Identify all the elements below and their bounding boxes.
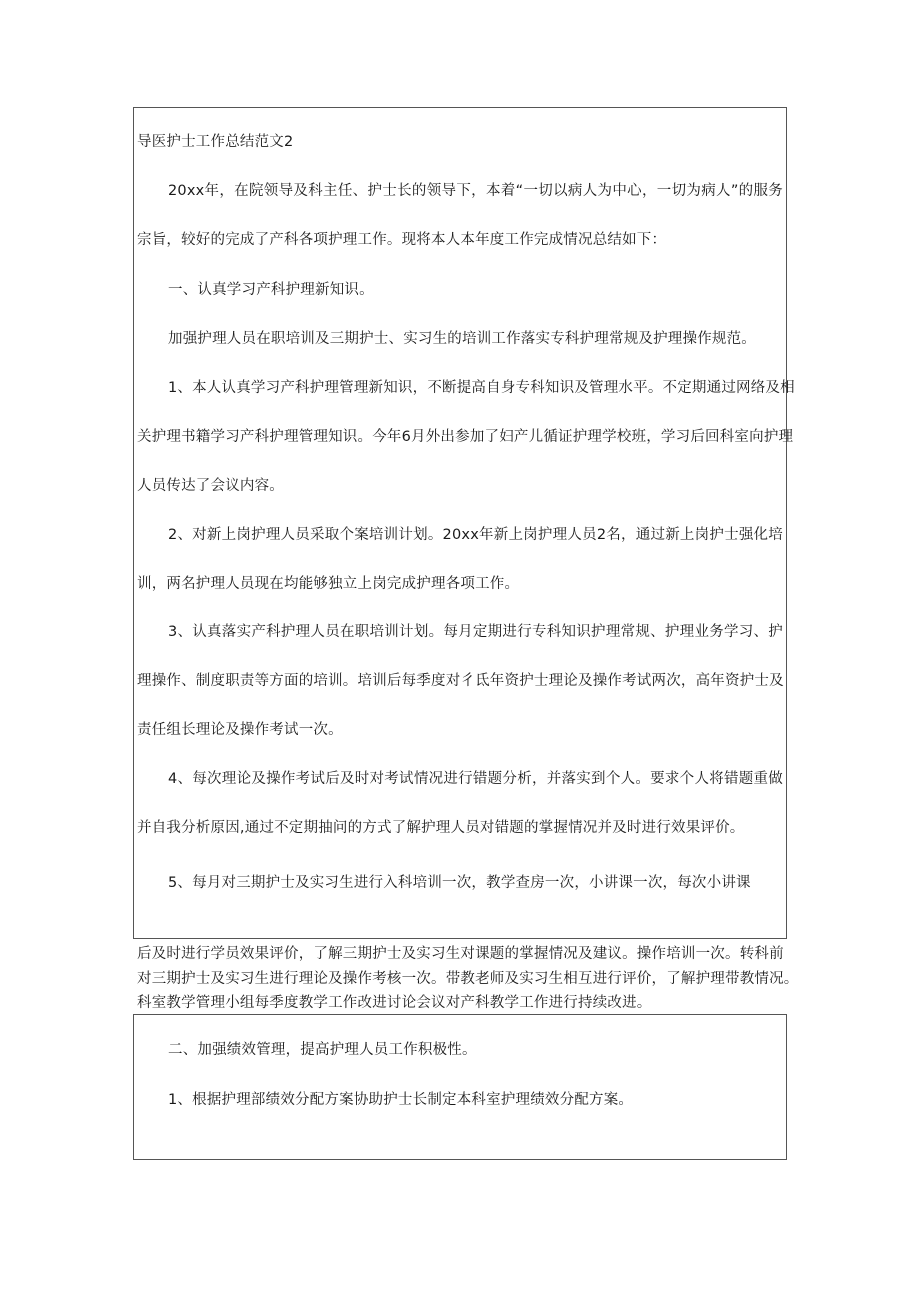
paragraph-line: 宗旨，较好的完成了产科各项护理工作。现将本人本年度工作完成情况总结如下： bbox=[137, 232, 667, 248]
paragraph-line: 3、认真落实产科护理人员在职培训计划。每月定期进行专科知识护理常规、护理业务学习、护 bbox=[168, 624, 783, 640]
paragraph-line: 20xx年，在院领导及科主任、护士长的领导下，本着“一切以病人为中心，一切为病人”的服务 bbox=[168, 183, 783, 199]
section-heading: 二、加强绩效管理，提高护理人员工作积极性。 bbox=[168, 1042, 477, 1058]
overflow-text-line: 科室教学管理小组每季度教学工作改进讨论会议对产科教学工作进行持续改进。 bbox=[137, 995, 652, 1011]
paragraph-line: 理操作、制度职责等方面的培训。培训后每季度对彳氐年资护士理论及操作考试两次，高年资护士及 bbox=[137, 673, 784, 689]
paragraph-line: 责任组长理论及操作考试一次。 bbox=[137, 722, 343, 738]
paragraph-line: 2、对新上岗护理人员采取个案培训计划。20xx年新上岗护理人员2名，通过新上岗护士强化培 bbox=[168, 527, 783, 543]
paragraph-line: 4、每次理论及操作考试后及时对考试情况进行错题分析，并落实到个人。要求个人将错题重做 bbox=[168, 771, 783, 787]
overflow-text-line: 后及时进行学员效果评价，了解三期护士及实习生对课题的掌握情况及建议。操作培训一次。转科前 bbox=[137, 946, 784, 962]
paragraph-line: 关护理书籍学习产科护理管理知识。今年6月外出参加了妇产儿循证护理学校班，学习后回科室向护理 bbox=[137, 429, 794, 445]
paragraph-line: 训，两名护理人员现在均能够独立上岗完成护理各项工作。 bbox=[137, 576, 520, 592]
document-title: 导医护士工作总结范文2 bbox=[137, 134, 294, 150]
paragraph-line: 1、本人认真学习产科护理管理新知识，不断提高自身专科知识及管理水平。不定期通过网络及相 bbox=[168, 380, 795, 396]
paragraph-line: 人员传达了会议内容。 bbox=[137, 478, 284, 494]
section-heading: 一、认真学习产科护理新知识。 bbox=[168, 282, 374, 298]
paragraph-line: 1、根据护理部绩效分配方案协助护士长制定本科室护理绩效分配方案。 bbox=[168, 1092, 634, 1108]
document-page-frame-2 bbox=[133, 1014, 787, 1160]
paragraph-line: 加强护理人员在职培训及三期护士、实习生的培训工作落实专科护理常规及护理操作规范。 bbox=[168, 331, 756, 347]
paragraph-line: 并自我分析原因,通过不定期抽问的方式了解护理人员对错题的掌握情况并及时进行效果评价。 bbox=[137, 820, 745, 836]
paragraph-line: 5、每月对三期护士及实习生进行入科培训一次，教学查房一次，小讲课一次，每次小讲课 bbox=[168, 875, 751, 891]
overflow-text-line: 对三期护士及实习生进行理论及操作考核一次。带教老师及实习生相互进行评价，了解护理带教情况。 bbox=[137, 971, 799, 987]
